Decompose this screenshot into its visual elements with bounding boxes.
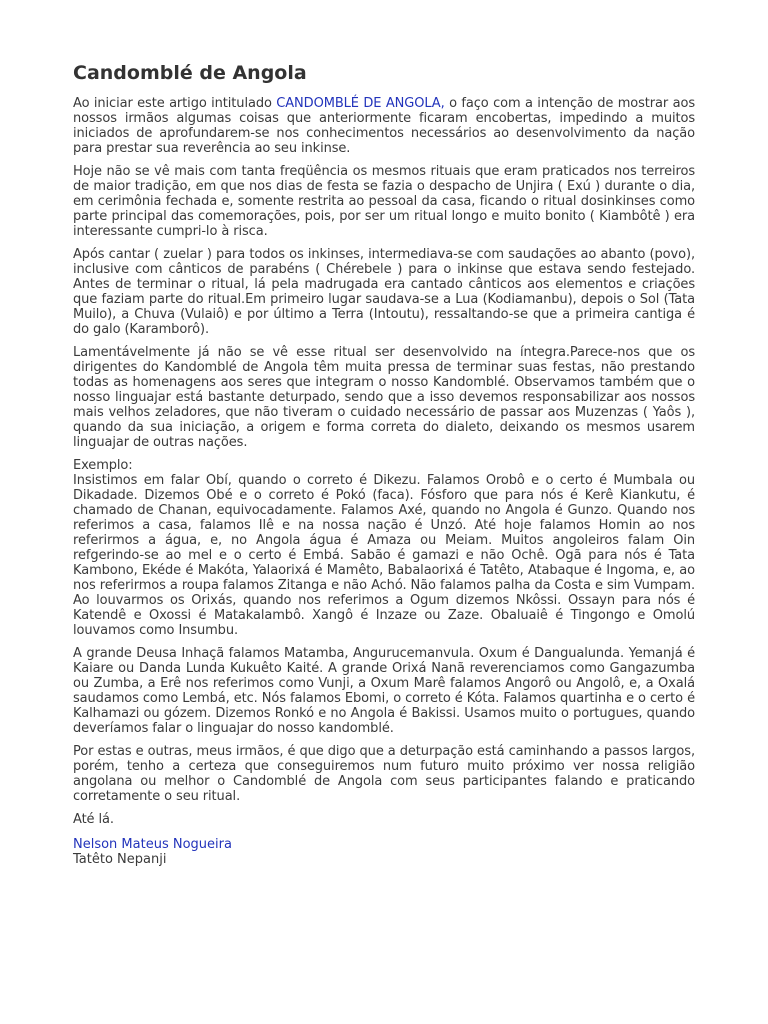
paragraph-5: Por estas e outras, meus irmãos, é que digo que a deturpação está caminhando a passos largos, porém, tenho a certeza que conseguiremos num futuro muito próximo ver nossa religião angolana ou melhor o Candomblé de Angola com seus participantes falando e praticando corretamente o seu ritual. (73, 744, 695, 804)
example-paragraph (73, 458, 695, 638)
paragraph-2: Após cantar ( zuelar ) para todos os inkinses, intermediava-se com saudações ao abanto (povo), inclusive com cânticos de parabéns ( Chérebele ) para o inkinse que estava sendo festejado. Antes de terminar o ritual, lá pela madrugada era cantado cânticos aos elementos e criações que faziam parte do ritual.Em primeiro lugar saudava-se a Lua (Kodiamanbu), depois o Sol (Tata Muilo), a Chuva (Vulaiô) e por último a Terra (Intoutu), ressaltando-se que a primeira cantiga é do galo (Karamborô). (73, 247, 695, 337)
intro-text-after: o faço com a intenção de mostrar aos nossos irmãos algumas coisas que anteriormente ficaram encobertas, impedindo a muitos iniciados de aprofundarem-se nos conhecimentos necessários ao desenvolvimento da nação para prestar sua reverência ao seu inkinse. (73, 96, 695, 156)
example-text: Insistimos em falar Obí, quando o correto é Dikezu. Falamos Orobô e o certo é Mumbala ou Dikadade. Dizemos Obé e o correto é Pokó (faca). Fósforo que para nós é Kerê Kiankutu, é chamado de Chanan, equivocadamente. Falamos Axé, quando no Angola é Gunzo. Quando nos referimos a casa, falamos Ilê e na nossa nação é Unzó. Até hoje falamos Homin ao nos referirmos a água, e, no Angola água é Amaza ou Meiam. Muitos angoleiros falam Oin refgerindo-se ao mel e o certo é Embá. Sabão é gamazi e não Ochê. Ogã para nós é Tata Kambono, Ekéde é Makóta, Yalaorixá é Mamêto, Babalaorixá é Tatêto, Atabaque é Ingoma, e, ao nos referirmos a roupa falamos Zitanga e não Achó. Não falamos palha da Costa e sim Vumpam. Ao louvarmos os Orixás, quando nos referimos a Ogum dizemos Nkôssi. Ossayn para nós é Katendê e Oxossi é Matakalambô. Xangô é Inzaze ou Zaze. Obaluaiê é Tingongo e Omolú louvamos como Insumbu. (73, 473, 695, 638)
intro-text-before: Ao iniciar este artigo intitulado (73, 96, 277, 111)
intro-paragraph (73, 96, 695, 156)
author-name-link[interactable]: Nelson Mateus Nogueira (73, 837, 232, 852)
article-title: Candomblé de Angola (73, 62, 307, 84)
closing-line: Até lá. (73, 812, 114, 827)
paragraph-4: A grande Deusa Inhaçã falamos Matamba, Angurucemanvula. Oxum é Dangualunda. Yemanjá é Kaiare ou Danda Lunda Kukuêto Kaité. A grande Orixá Nanã reverenciamos como Gangazumba ou Zumba, a Erê nos referimos como Vunji, a Oxum Marê falamos Angorô ou Angolô, e, a Oxalá saudamos como Lembá, etc. Nós falamos Ebomi, o correto é Kóta. Falamos quartinha e o certo é Kalhamazi ou gózem. Dizemos Ronkó e no Angola é Bakissi. Usamos muito o portugues, quando deveríamos falar o linguajar do nosso kandomblé. (73, 646, 695, 736)
paragraph-1: Hoje não se vê mais com tanta freqüência os mesmos rituais que eram praticados nos terreiros de maior tradição, em que nos dias de festa se fazia o despacho de Unjira ( Exú ) durante o dia, em cerimônia fechada e, somente restrita ao pessoal da casa, ficando o ritual dosinkinses como parte principal das comemorações, pois, por ser um ritual longo e muito bonito ( Kiambôtê ) era interessante cumpri-lo à risca. (73, 164, 695, 239)
article-title-link[interactable]: CANDOMBLÉ DE ANGOLA, (276, 96, 445, 111)
paragraph-3: Lamentávelmente já não se vê esse ritual ser desenvolvido na íntegra.Parece-nos que os dirigentes do Kandomblé de Angola têm muita pressa de terminar suas festas, não prestando todas as homenagens aos seres que integram o nosso Kandomblé. Observamos também que o nosso linguajar está bastante deturpado, sendo que a isso devemos responsabilizar aos nossos mais velhos zeladores, que não tiveram o cuidado necessário de passar aos Muzenzas ( Yaôs ), quando da sua iniciação, a origem e forma correta do dialeto, deixando os mesmos usarem linguajar de outras nações. (73, 345, 695, 450)
example-label: Exemplo: (73, 458, 133, 473)
article (73, 60, 695, 867)
author-title: Tatêto Nepanji (73, 852, 167, 867)
